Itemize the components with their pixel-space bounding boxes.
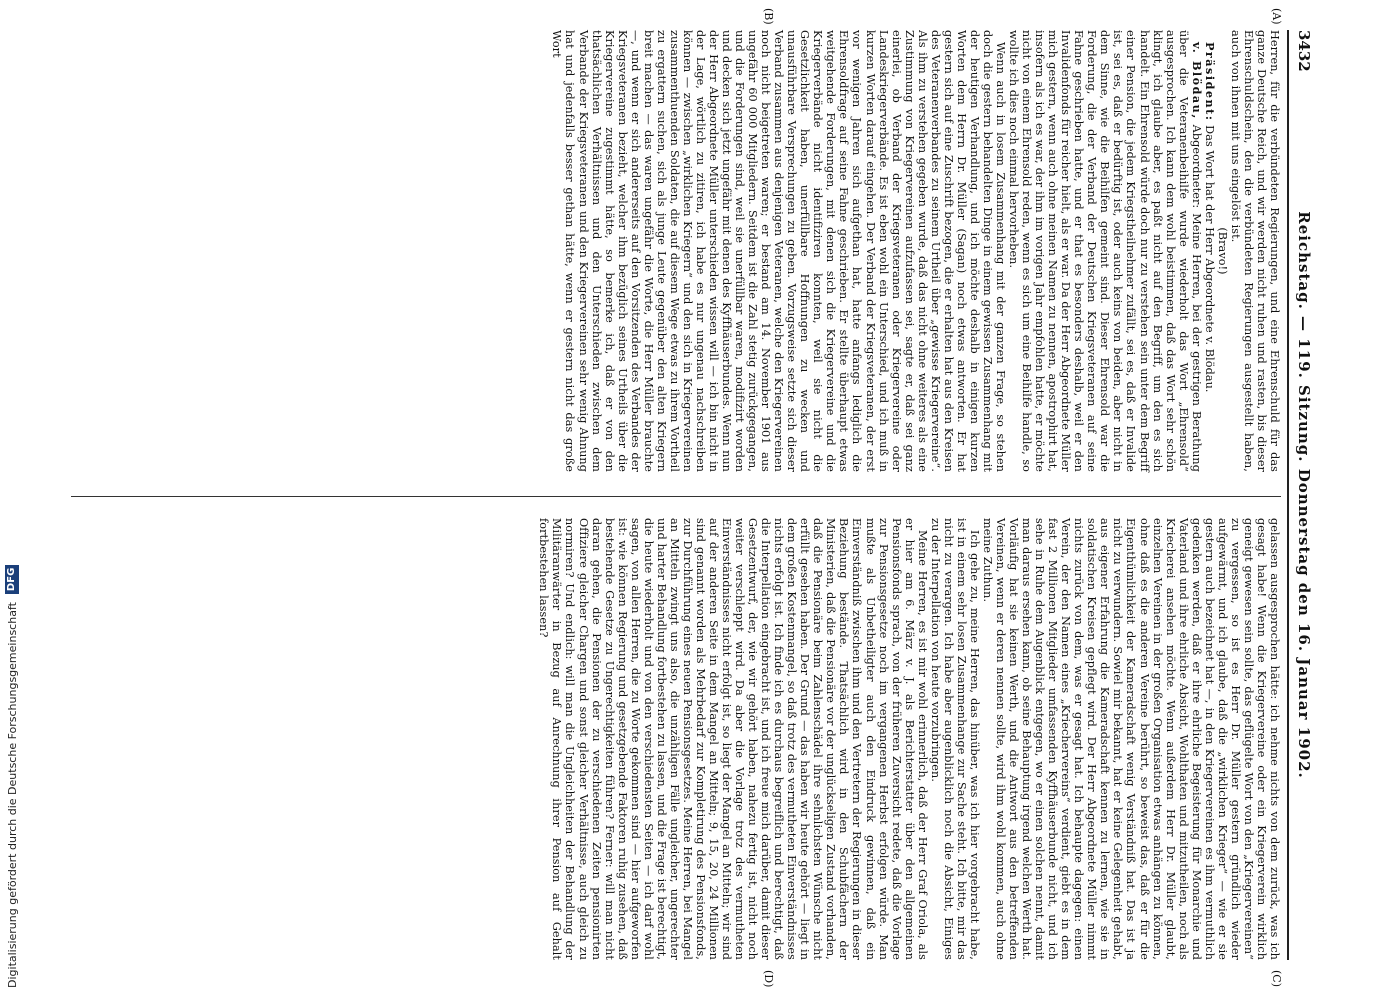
margin-mark-c: (C) bbox=[1270, 970, 1283, 987]
paragraph: gelassen ausgesprochen hätte: ich nehme nichts von dem zurück, was ich gesagt habe! Wenn die Kriegervereine oder ein Kriegerverein wirklich geneigt gewesen sein sollte, das geflügelte Wort von den „Kriegervereinen“ zu vergessen, so ist es Herr Dr. Müller gestern gründlich wieder aufgewärmt, und ich glaube, daß die „wirklichen Krieger“ — wie er sie gestern auch bezeichnet hat —, in den Kriegervereinen es ihm vermuthlich gedenken werden, daß er ihre ehrliche Begeisterung für Monarchie und Vaterland und ihre ehrliche Absicht, Wohlthaten und mitzutheilen, noch als Kriecherei ansehen möchte. Wenn außerdem Herr Dr. Müller glaubt, einzelnen Vereinen in der großen Organisation etwas anhängen zu können, ohne daß es die anderen Vereine berührt, so beweist das, daß er für die Eigenthümlichkeit der Kameradschaft wenig Verständniß hat. Das ist ja nicht zu verwundern. Sowiel mir bekannt, hat er keine Gelegenheit gehabt, aus eigener Erfahrung die Kameradschaft kennen zu lernen, wie sie in soldatischen Kreisen gepflegt wird. Der Herr Abgeordnete Müller nimmt nichts zurück von dem, was er gesagt hat. Ich behaupte dagegen: einen Verein, der den Namen eines „Kriechervereins“ verdient, giebt es in dem fast 2 Millionen Mitglieder umfassenden Kyffhäuserbunde nicht, und ich sehe in Ruhe dem Augenblick entgegen, wo er einen solchen nennt, damit man daraus ersehen kann, ob seine Behauptung irgend welchen Werth hat. Vorläufig hat sie keinen Werth, und die Antwort aus den betreffenden Vereinen, wenn er deren nennen sollte, wird ihm wohl kommen, auch ohne meine Zuthun. bbox=[980, 518, 1281, 960]
page-number: 3432 bbox=[1295, 30, 1313, 72]
speech-text: Das Wort hat der Herr Abgeordnete v. Blödau. bbox=[1202, 125, 1216, 393]
digitization-credit bbox=[2, 0, 22, 1000]
margin-mark-d: (D) bbox=[762, 970, 775, 988]
header-rule bbox=[1287, 30, 1289, 960]
page-title: Reichstag. — 119. Sitzung. Donnerstag den 16. Januar 1902. bbox=[1295, 211, 1313, 779]
paragraph: Meine Herren, es ist mir wohl erinnerlich, daß der Herr Graf Oriola, als er hier am 6. März v. J. als Berichterstatter über den allgemeinen Pensionsfonds sprach, von der früheren Zuversicht redete, daß die Vorlage zur Pensionsgesetze noch im vergangenen Herbst erfolgen würde. Man mußte als Unbetheiligter auch den Eindruck gewinnen, daß ein Einverständniß zwischen ihm und den Vertretern der Regierungen in dieser Beziehung bestände. Thatsächlich wird in den Schubfächern der Ministerien, daß die Pensionäre vor der unglückseligen Zustand vorhanden, daß die Pensionäre beim Zahlenschädel ihre sehnlichsten Wünsche nicht erfüllt gesehen haben. Der Grund — das haben wir heute gehört — liegt in dem großen Kostenmangel, so daß trotz des vermutheten Einverständnisses nichts erfolgt ist. Ich finde ich es durchaus begreiflich und berechtigt, daß die Interpellation eingebracht ist, und ich freue mich darüber, damit dieser Gesetzentwurf, der, wie wir gehört haben, nahezu fertig ist, nicht noch weiter verschleppt wird. Da aber die Vorlage trotz des vermutheten Einverständnisses nicht erfolgt ist, so liegt der Mangel an Mitteln; wir sind auf der anderen Seite in dem Mangel an Mitteln; 9, 15, 20, 24 Millionen sind genannt worden als Mehrbedarf zur Kompletirung des Pensionsfonds, zur Durchführung eines neuen Pensionsgesetzes. Meine Herren, bei Mangel an Mitteln zwingt uns also, die unzähligen Fälle ungleicher, ungerechter und harter Behandlung fortbestehen zu lassen, und die Frage ist berechtigt, die heute wiederholt und von den verschiedensten Seiten — ich darf wohl sagen, von allen Herren, die zu Worte gekommen sind — hier aufgeworfen ist: wie können Regierung und gesetzgebende Faktoren ruhig zusehen, daß bestehende Gesetze zu Ungerechtigkeiten führen? Ferner: will man nicht daran gehen, die Pensionen der zu verschiedenen Zeiten pensionirten Offiziere gleicher Chargen und sonst gleicher Verhältnisse, auch gleich zu normiren? Und endlich: will man die Ungleichheiten der Behandlung der Militäranwärter in Bezug auf Anrechnung ihrer Pension auf Gehalt fortbestehen lassen? bbox=[537, 518, 929, 960]
right-column bbox=[537, 518, 1281, 960]
speech-text: Abgeordneter: Meine Herren, bei der gestrigen Berathung über die Veteranenbeihilfe wurde wiederholt das Wort „Ehrensold“ ausgesprochen. Ich kann dem wohl beistimmen, daß das Wort sehr schön klingt, ich glaube aber, es paßt nicht auf den Begriff, um den es sich handelt. Ein Ehrensold würde doch nur zu verstehen sein unter dem Begriff einer Pension, die jedem Kriegstheilnehmer zufällt, sei es, daß er Invalide ist, sei es, daß er bedürftig ist, oder auch keins von beiden, aber nicht in dem Sinne, wie die Beihilfen gemeint sind. Dieser Ehrensold war die Forderung, die der Verband der Deutschen Kriegsveteranen auf seine Fahne geschrieben hatte, und er that es besonders deshalb, weil er den Invalidenfonds für reicher hielt, als er war. Da der Herr Abgeordnete Müller mich gestern, wenn auch ohne meinen Namen zu nennen, apostrophirt hat, insofern als ich es war, der ihm im vorigen Jahr empfohlen hatte, er möchte nicht von einem Ehrensold reden, wenn es sich um eine Beihilfe handle, so wollte ich dies noch einmal hervorheben. bbox=[1007, 30, 1203, 472]
paragraph: Wenn auch in losem Zusammenhang mit der ganzen Frage, so stehen doch die gestern behandelten Dinge in einem gewissen Zusammenhang mit der heutigen Verhandlung, und ich möchte deshalb in einigen kurzen Worten dem Herrn Dr. Müller (Sagan) noch etwas antworten. Er hat gestern sich auf eine Zuschrift bezogen, die er erhalten hat aus den Kreisen des Veteranenverbandes zu seinem Urtheil über „gewisse Kriegervereine“. Als ihm zu verstehen gegeben wurde, daß das nicht ohne weiteres als eine Zustimmung von Kriegervereinen aufzufassen sei, sagte er, daß sei ganz einerlei, ob Verband der Kriegsveteranen oder Kriegervereine oder Landeskriegerverbände. Es ist eben wohl ein Unterschied, und ich muß in kurzen Worten darauf eingehen. Der Verband der Kriegsveteranen, der erst vor wenigen Jahren sich aufgethan hat, hatte anfangs lediglich die Ehrensoldfrage auf seine Fahne geschrieben. Er stellte überhaupt etwas weitgehende Forderungen, mit denen sich die Kriegervereine und die Kriegerverbände nicht identifiziren konnten, weil sie nicht die Gesetzlichkeit haben, unerfüllbare Hoffnungen zu wecken und unausführbare Versprechungen zu geben. Vorzugsweise setzte sich dieser Verband zusammen aus denjenigen Veteranen, welche den Kriegervereinen noch nicht beigetreten waren; er bestand am 14. November 1901 aus ungefähr 60 000 Mitgliedern. Seitdem ist die Zahl stetig zurückgegangen, und die Forderungen sind, weil sie unerfüllbar waren, modifizirt worden und decken sich jetzt ungefähr mit denen des Kyffhäuserbundes. Wenn nun der Herr Abgeordnete Müller unterschieden wissen will — ich bin nicht in der Lage, wörtlich zu zitiren, ich habe es nur ungenau nachschreiben können — zwischen „wirklichen Kriegern“ und den sich in Kriegervereinen zusammenthuenden Soldaten, die auf diesem Wege etwas zu ihrem Vortheil zu ergattern suchen, sich als junge Leute gegenüber den alten Kriegern breit machen — das waren ungefähr die Worte, die Herr Müller brauchte —, und wenn er sich andererseits auf den Vorsitzenden des Verbandes der Kriegsveteranen bezieht, welcher ihm bezüglich seines Urtheils über die Kriegervereine zugestimmt hätte, so bemerke ich, daß er von den thatsächlichen Verhältnissen und den Unterschieden zwischen dem Verbande der Kriegsveteranen und den Kriegervereinen sehr wenig Ahnung hat und jedenfalls besser gethan hätte, wenn er gestern nicht das große Wort bbox=[550, 30, 1008, 472]
left-column bbox=[550, 30, 1281, 472]
paragraph bbox=[1203, 30, 1216, 472]
paragraph: Herren, für die verbündeten Regierungen, und eine Ehrenschuld für das ganze Deutsche Reich, und wir werden nicht ruhen und rasten, bis dieser Ehrenschuldschein, den die verbündeten Regierungen ausgestellt haben, auch von ihnen mit uns eingelöst ist. bbox=[1228, 30, 1281, 472]
paragraph bbox=[1007, 30, 1203, 472]
paragraph: Ich gehe zu, meine Herren, das hinüber, was ich hier vorgebracht habe, ist in einem sehr losen Zusammenhange zur Sache steht. Ich bitte, mir das nicht zu verargen. Ich habe aber augenblicklich noch die Absicht, Einiges zu der Interpellation von heute vorzubringen. bbox=[928, 518, 981, 960]
margin-mark-a: (A) bbox=[1270, 8, 1283, 25]
page-header bbox=[1285, 30, 1315, 960]
applause-note: (Bravo!) bbox=[1215, 227, 1229, 275]
column-divider bbox=[71, 496, 1281, 497]
speaker-name: Präsident: bbox=[1202, 42, 1217, 122]
speaker-name: v. Blödau, bbox=[1189, 42, 1204, 120]
credit-text: Digitalisierung gefördert durch die Deutsche Forschungsgemeinschaft bbox=[5, 602, 19, 988]
margin-mark-b: (B) bbox=[762, 8, 775, 25]
rotated-newspaper-page bbox=[65, 8, 1315, 988]
dfg-logo: DFG bbox=[5, 565, 19, 594]
